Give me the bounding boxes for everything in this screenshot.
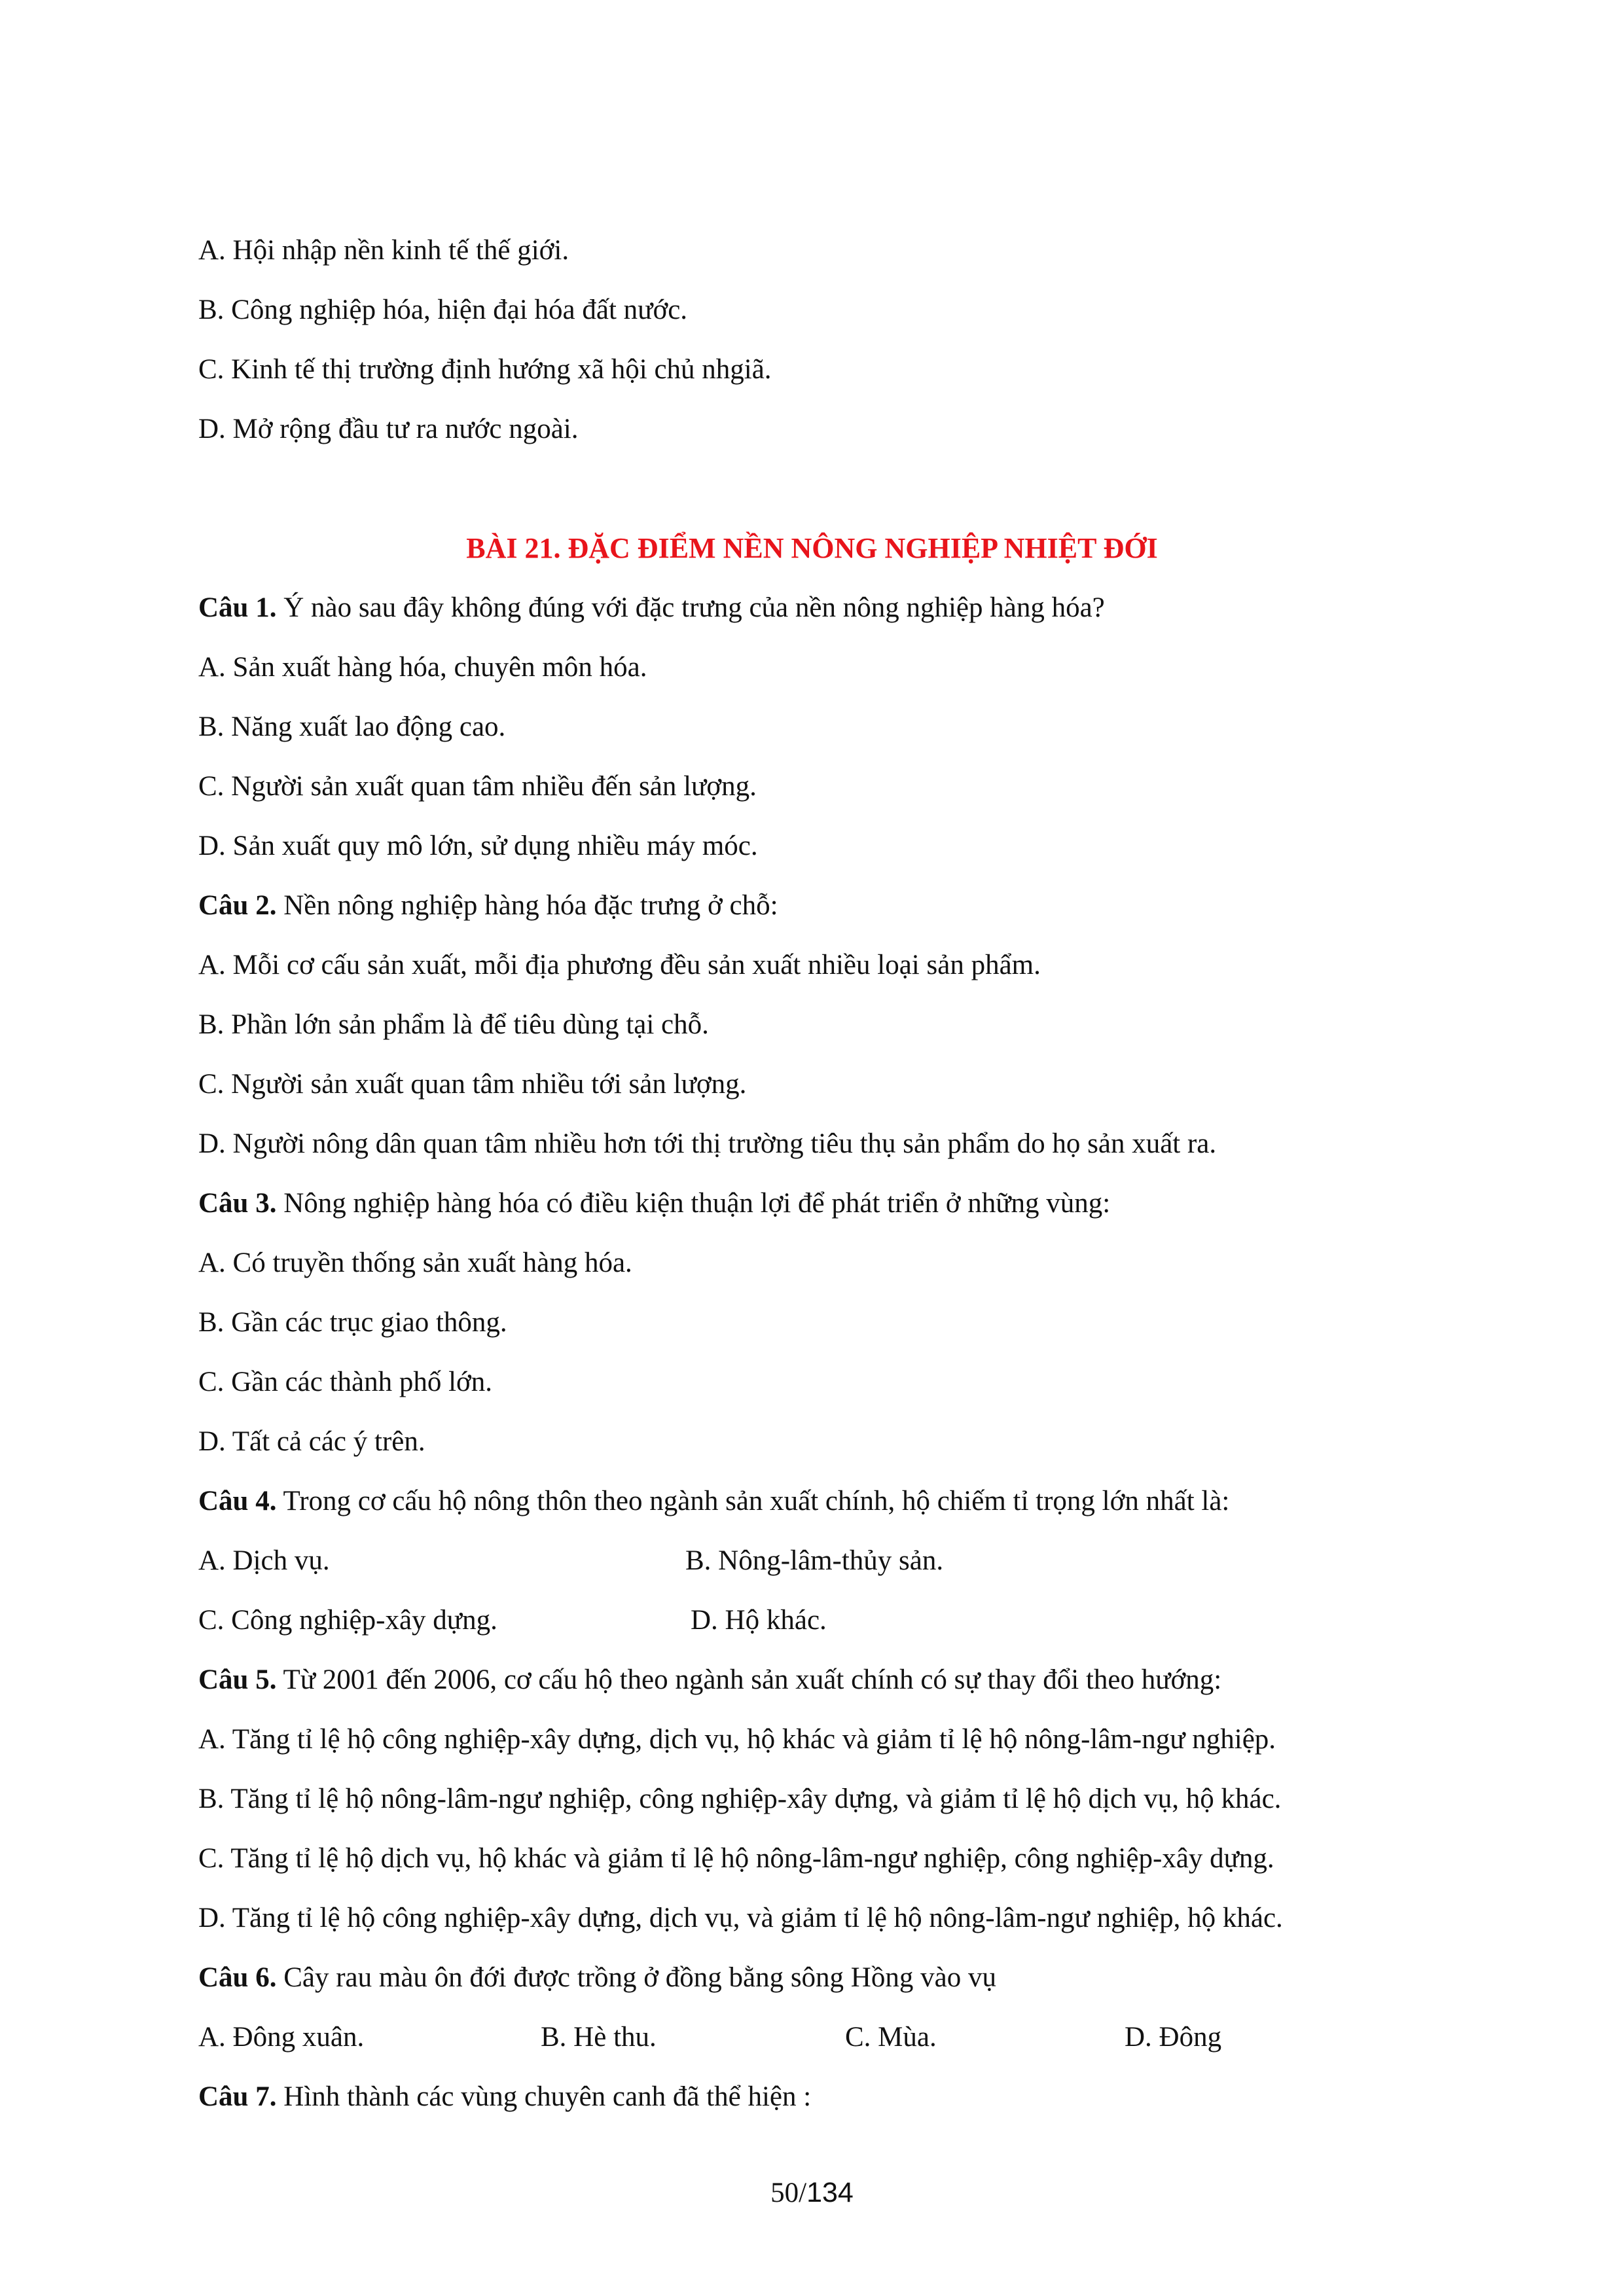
question-2: [198, 889, 778, 922]
q6-option-c: C. Mùa.: [845, 2022, 937, 2053]
question-text: Hình thành các vùng chuyên canh đã thể hiện :: [276, 2081, 812, 2112]
q5-option-d: D. Tăng tỉ lệ hộ công nghiệp-xây dựng, dịch vụ, và giảm tỉ lệ hộ nông-lâm-ngư nghiệp, hộ khác.: [198, 1903, 1283, 1933]
question-text: Cây rau màu ôn đới được trồng ở đồng bằng sông Hồng vào vụ: [276, 1962, 996, 1993]
prev-option-b: B. Công nghiệp hóa, hiện đại hóa đất nước.: [198, 295, 688, 325]
q5-option-b: B. Tăng tỉ lệ hộ nông-lâm-ngư nghiệp, công nghiệp-xây dựng, và giảm tỉ lệ hộ dịch vụ, hộ khác.: [198, 1784, 1282, 1814]
lesson-title: BÀI 21. ĐẶC ĐIỂM NỀN NÔNG NGHIỆP NHIỆT ĐỚI: [466, 532, 1158, 564]
q5-option-a: A. Tăng tỉ lệ hộ công nghiệp-xây dựng, dịch vụ, hộ khác và giảm tỉ lệ hộ nông-lâm-ngư nghiệp.: [198, 1724, 1276, 1755]
q3-option-c: C. Gần các thành phố lớn.: [198, 1367, 493, 1397]
question-4: [198, 1485, 1229, 1518]
q6-option-a: A. Đông xuân.: [198, 2022, 365, 2053]
q2-option-a: A. Mỗi cơ cấu sản xuất, mỗi địa phương đều sản xuất nhiều loại sản phẩm.: [198, 950, 1041, 980]
question-3: [198, 1187, 1110, 1220]
q1-option-b: B. Năng xuất lao động cao.: [198, 711, 506, 742]
question-7: [198, 2081, 811, 2113]
page-number: [0, 2176, 1624, 2210]
question-number: Câu 3.: [198, 1188, 277, 1219]
question-text: Nền nông nghiệp hàng hóa đặc trưng ở chỗ:: [276, 890, 778, 921]
question-text: Trong cơ cấu hộ nông thôn theo ngành sản xuất chính, hộ chiếm tỉ trọng lớn nhất là:: [276, 1486, 1230, 1516]
question-6: [198, 1962, 996, 1994]
question-number: Câu 4.: [198, 1486, 277, 1516]
q1-option-c: C. Người sản xuất quan tâm nhiều đến sản lượng.: [198, 771, 757, 802]
question-number: Câu 2.: [198, 890, 277, 921]
page-current: 50/: [770, 2178, 807, 2208]
q2-option-c: C. Người sản xuất quan tâm nhiều tới sản lượng.: [198, 1069, 747, 1100]
q3-option-b: B. Gần các trục giao thông.: [198, 1307, 507, 1338]
question-number: Câu 5.: [198, 1664, 277, 1695]
q3-option-d: D. Tất cả các ý trên.: [198, 1426, 425, 1457]
prev-option-a: A. Hội nhập nền kinh tế thế giới.: [198, 235, 569, 266]
q2-option-b: B. Phần lớn sản phẩm là để tiêu dùng tại chỗ.: [198, 1009, 709, 1040]
q4-option-c: C. Công nghiệp-xây dựng.: [198, 1605, 497, 1636]
q4-option-b: B. Nông-lâm-thủy sản.: [685, 1545, 944, 1576]
q2-option-d: D. Người nông dân quan tâm nhiều hơn tới thị trường tiêu thụ sản phẩm do họ sản xuất ra.: [198, 1128, 1217, 1159]
question-number: Câu 7.: [198, 2081, 277, 2112]
page-total: 134: [806, 2177, 854, 2208]
q6-option-d: D. Đông: [1125, 2022, 1222, 2053]
q1-option-a: A. Sản xuất hàng hóa, chuyên môn hóa.: [198, 652, 647, 683]
prev-option-d: D. Mở rộng đầu tư ra nước ngoài.: [198, 414, 579, 444]
question-text: Từ 2001 đến 2006, cơ cấu hộ theo ngành sản xuất chính có sự thay đổi theo hướng:: [276, 1664, 1222, 1695]
question-text: Nông nghiệp hàng hóa có điều kiện thuận lợi để phát triển ở những vùng:: [276, 1188, 1111, 1219]
question-number: Câu 6.: [198, 1962, 277, 1993]
question-5: [198, 1664, 1221, 1696]
question-1: [198, 592, 1105, 624]
question-text: Ý nào sau đây không đúng với đặc trưng của nền nông nghiệp hàng hóa?: [276, 592, 1105, 623]
q4-option-a: A. Dịch vụ.: [198, 1545, 330, 1576]
prev-option-c: C. Kinh tế thị trường định hướng xã hội chủ nhgiã.: [198, 354, 772, 385]
q3-option-a: A. Có truyền thống sản xuất hàng hóa.: [198, 1247, 632, 1278]
q5-option-c: C. Tăng tỉ lệ hộ dịch vụ, hộ khác và giảm tỉ lệ hộ nông-lâm-ngư nghiệp, công nghiệp-xây dựng.: [198, 1843, 1274, 1874]
q1-option-d: D. Sản xuất quy mô lớn, sử dụng nhiều máy móc.: [198, 831, 758, 861]
question-number: Câu 1.: [198, 592, 277, 623]
q6-option-b: B. Hè thu.: [541, 2022, 657, 2053]
q4-option-d: D. Hộ khác.: [691, 1605, 827, 1636]
